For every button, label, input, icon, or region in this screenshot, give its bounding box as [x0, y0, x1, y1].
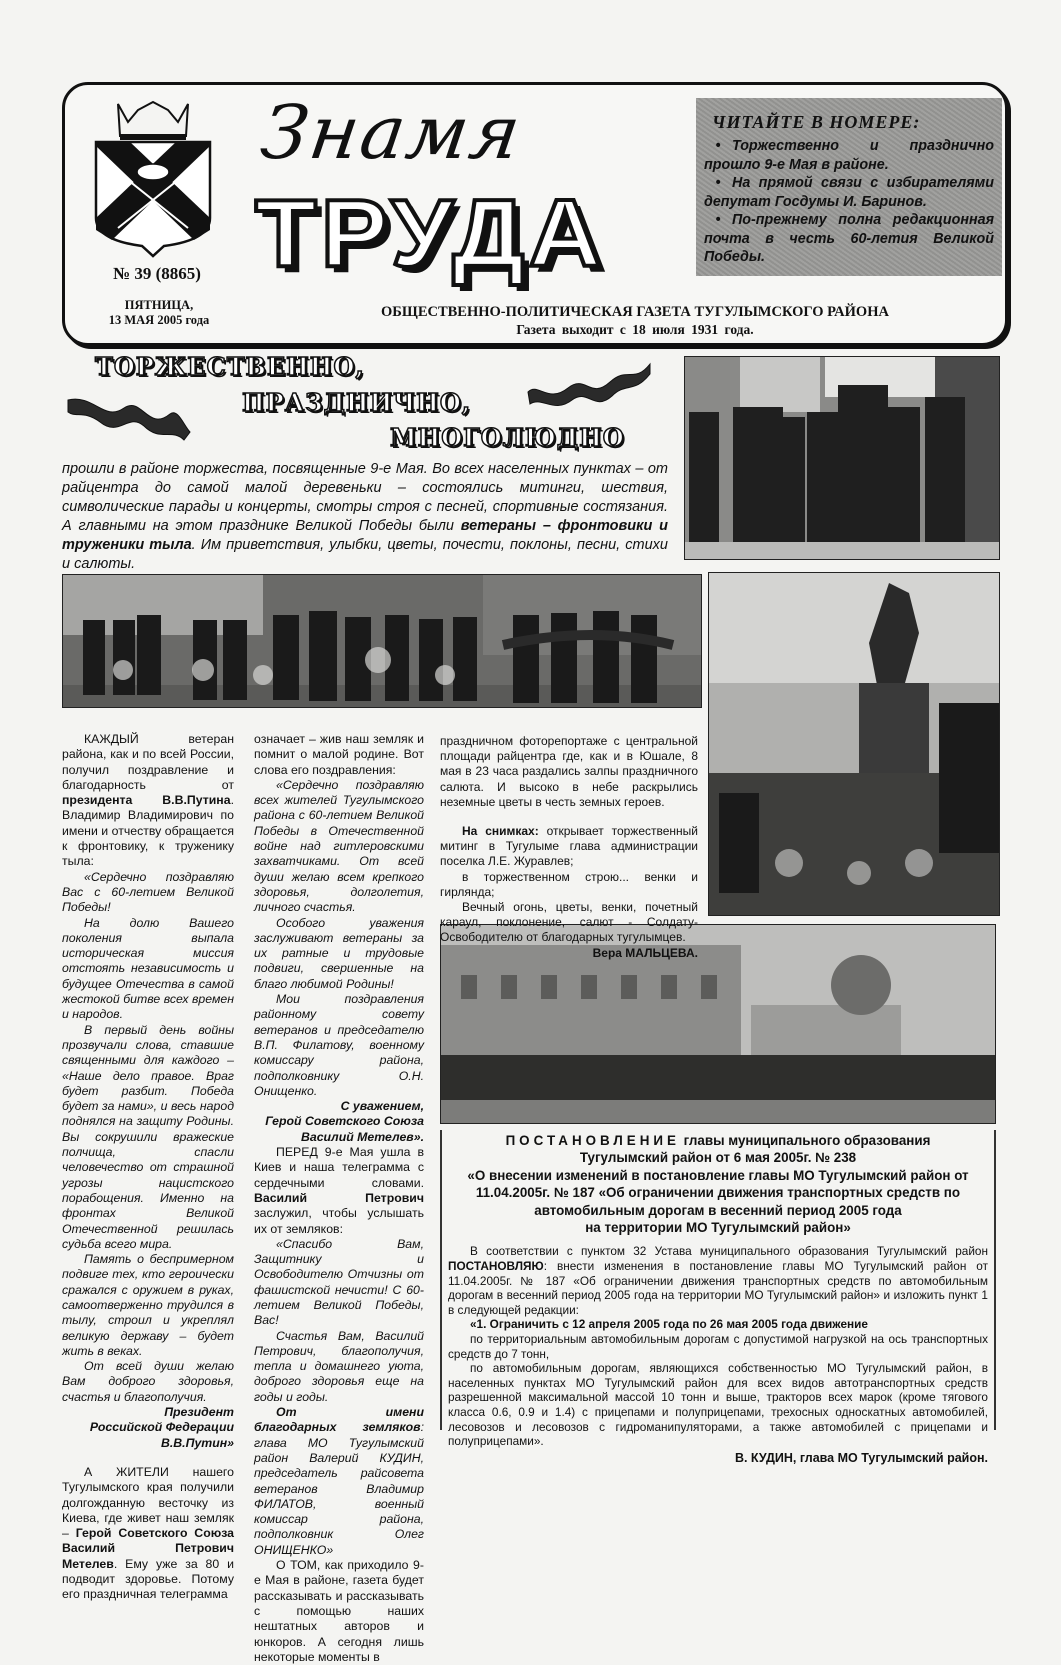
signature: Президент Российской Федерации В.В.Путин»: [89, 1405, 234, 1450]
newspaper-title-top: Знамя: [255, 90, 528, 176]
bullet-icon: •: [715, 212, 721, 228]
photo-monument[interactable]: [708, 572, 1000, 916]
paragraph: «1. Ограничить с 12 апреля 2005 года по 26 мая 2005 года движение: [470, 1317, 868, 1332]
paragraph: А ЖИТЕЛИ нашего Тугулымского края получили долгожданную весточку из Киева, где живет наш земляк – Герой Советского Союза Василий Петрович Метелев. Ему уже за 80 и подводит здоровье. Потому его праздничная телеграмма: [62, 1464, 234, 1602]
teaser-item[interactable]: • По-прежнему полна редакционная почта в честь 60-летия Великой Победы.: [704, 212, 994, 265]
article-column-3: [440, 734, 698, 961]
in-this-issue-title: ЧИТАЙТЕ В НОМЕРЕ:: [712, 112, 921, 132]
lead-paragraph: прошли в районе торжества, посвященные 9-е Мая. Во всех населенных пунктах – от райцентра до самой малой деревеньки – состоялись митинги, шествия, символические парады и концерты, смотры строя с песней, спортивные состязания. А главными на этом празднике Великой Победы были ветераны – фронтовики и труженики тыла. Им приветствия, улыбки, цветы, почести, поклоны, песни, стихи и салюты.: [62, 461, 668, 572]
teaser-item[interactable]: • На прямой связи с избирателями депутат Госдумы И. Баринов.: [704, 175, 994, 210]
photo-caption: в торжественном строю... венки и гирлянда;: [440, 869, 698, 899]
photo-caption: Вечный огонь, цветы, венки, почетный караул, поклонение, салют - Солдату-Освободителю от благодарных тугулымцев.: [440, 900, 698, 945]
paragraph: ПЕРЕД 9-е Мая ушла в Киев и наша телеграмма с сердечными словами. Василий Петрович заслужил, чтобы услышать их от земляков:: [254, 1145, 424, 1236]
quote-paragraph: «Сердечно поздравляю всех жителей Тугулымского района с 60-летием Великой Победы в Отечественной войне над гитлеровскими захватчиками. От всей души желаю всем крепкого здоровья, долголетия, личного счастья.: [254, 777, 424, 915]
decree-box: [440, 1130, 996, 1465]
date: 13 МАЯ 2005 года: [108, 313, 210, 327]
article-column-1: [62, 732, 234, 1603]
photo-wreath-laying[interactable]: [62, 574, 702, 708]
st-george-ribbon-icon: [524, 360, 654, 410]
quote-paragraph: От всей души желаю Вам доброго здоровья, счастья и благополучия.: [62, 1359, 234, 1404]
quote-paragraph: Особого уважения заслуживают ветераны за их ратные и трудовые подвиги, свершенные на благо любимой Родины!: [254, 915, 424, 991]
issue-number: № 39 (8865): [113, 264, 201, 283]
signature: С уважением, Герой Советского Союза Василий Метелев».: [265, 1099, 424, 1144]
quote-paragraph: В первый день войны прозвучали слова, ставшие священными для каждого – «Наше дело правое. Враг будет разбит. Победа будет за нами», и весь народ поднялся на защиту Родины. Вы сокрушили вражеские полчища, спасли человечество от страшной угрозы нацистского порабощения. Именно на фронтах Великой Отечественной решилась судьба всего мира.: [62, 1022, 234, 1251]
paragraph: КАЖДЫЙ ветеран района, как и по всей России, получил поздравление и благодарность от президента В.В.Путина. Владимир Владимирович по имени и отчеству обращается к фронтовику, к труженику тыла:: [62, 732, 234, 869]
teaser-item[interactable]: • Торжественно и празднично прошло 9-е Мая в районе.: [704, 138, 994, 173]
decree-signature: В. КУДИН, глава МО Тугулымский район.: [734, 1450, 988, 1465]
quote-paragraph: «Спасибо Вам, Защитнику и Освободителю Отчизны от фашистской нечисти! С 60-летием Великой Победы, Вас!: [254, 1236, 424, 1328]
quote-paragraph: Память о беспримерном подвиге тех, кто героически сражался с оружием в руках, самоотверженно трудился в тылу, строил и укреплял великую державу – будет жить в веках.: [62, 1252, 234, 1358]
newspaper-subtitle: ОБЩЕСТВЕННО-ПОЛИТИЧЕСКАЯ ГАЗЕТА ТУГУЛЫМСКОГО РАЙОНА: [381, 304, 889, 320]
decree-body: [448, 1244, 988, 1465]
author-byline: Вера МАЛЬЦЕВА.: [592, 945, 698, 960]
quote-paragraph: На долю Вашего поколения выпала историческая миссия отстоять независимость и будущее Отечества в самой жестокой битве всех времен и народов.: [62, 915, 234, 1022]
paragraph: праздничном фоторепортаже с центральной площади райцентра где, как и в Юшале, 8 мая в 23 часа раздались залпы праздничного салюта. И высоко в небе раскрылись неземные цветы в честь земных героев.: [440, 734, 698, 809]
weekday: ПЯТНИЦА,: [124, 298, 194, 312]
lead-highlight: ветераны – фронтовики и труженики тыла: [62, 518, 668, 553]
headline-line-1: ТОРЖЕСТВЕННО,: [95, 352, 365, 381]
coat-of-arms-icon: [94, 100, 212, 260]
photo-rally-speaker[interactable]: [684, 356, 1000, 560]
bullet-icon: •: [715, 175, 721, 191]
bullet-icon: •: [715, 138, 721, 154]
st-george-ribbon-icon: [64, 392, 194, 442]
paragraph: по территориальным автомобильным дорогам с допустимой нагрузкой на ось транспортных средств до 7 тонн,: [448, 1332, 988, 1361]
headline-line-2: ПРАЗДНИЧНО,: [242, 388, 472, 417]
photo-caption: На снимках: открывает торжественный митинг в Тугулыме глава администрации поселка Л.Е. Журавлев;: [440, 824, 698, 869]
quote-paragraph: От имени благодарных земляков: глава МО Тугулымский район Валерий КУДИН, председатель райсовета ветеранов Владимир ФИЛАТОВ, военный комиссар района, подполковник Олег ОНИЩЕНКО»: [254, 1405, 424, 1557]
decree-heading: ПОСТАНОВЛЕНИЕ главы муниципального образования Тугулымский район от 6 мая 2005г. № 238 «О внесении изменений в постановление главы МО Тугулымский район от 11.04.2005г. № 187 «Об ограничении движения транспортных средств по автомобильным дорогам в весенний период 2005 года на территории МО Тугулымский район»: [467, 1133, 969, 1236]
issue-date: [84, 298, 234, 328]
quote-paragraph: «Сердечно поздравляю Вас с 60-летием Великой Победы!: [62, 869, 234, 915]
paragraph: В соответствии с пунктом 32 Устава муниципального образования Тугулымский район ПОСТАНОВЛЯЮ: внести изменения в постановление главы МО Тугулымский район от 11.04.2005г. № 187 «Об ограничении движения транспортных средств по автомобильным дорогам в весенний период 2005 года на территории МО Тугулымский район» и изложить пункт 1 в следующей редакции:: [448, 1244, 988, 1317]
published-since: Газета выходит с 18 июля 1931 года.: [516, 322, 754, 337]
quote-paragraph: Счастья Вам, Василий Петрович, благополучия, тепла и домашнего уюта, доброго здоровья еще на годы и годы.: [254, 1328, 424, 1404]
quote-paragraph: Мои поздравления районному совету ветеранов и председателю В.П. Филатову, военному комиссару района, подполковнику О.Н. Онищенко.: [254, 992, 424, 1098]
paragraph: означает – жив наш земляк и помнит о малой родине. Вот слова его поздравления:: [254, 732, 424, 777]
paragraph: по автомобильным дорогам, являющихся собственностью МО Тугулымский район, в населенных пунктах МО Тугулымский район для всех видов автотранспортных средств разрешенной максимальной массой 10 тонн и выше, тракторов всех марок (кроме тягового класса 0.6, 0.9 и 1.4) с прицепами и полуприцепами, трехосных односкатных автомобилей, лесовозов и лесовозов с гидроманипуляторами, а также автомобилей с прицепами и полуприцепами».: [448, 1361, 988, 1449]
in-this-issue-box: [696, 98, 1002, 276]
newspaper-title-bottom: ТРУДА: [255, 180, 606, 287]
headline-line-3: МНОГОЛЮДНО: [390, 423, 625, 452]
paragraph: О ТОМ, как приходило 9-е Мая в районе, газета будет рассказывать и рассказывать с помощью наших нештатных авторов и юнкоров. А сегодня лишь некоторые моменты в: [254, 1558, 424, 1664]
article-column-2: [254, 732, 424, 1665]
